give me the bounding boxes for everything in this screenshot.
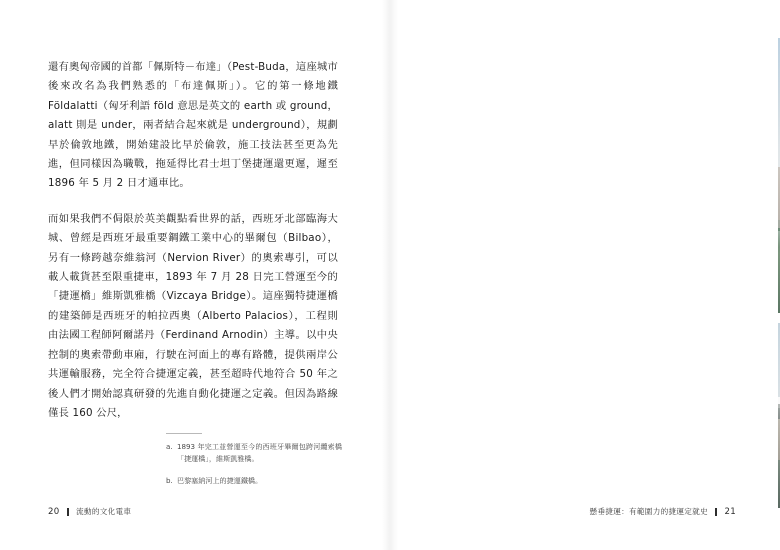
left-page-footer <box>48 506 131 517</box>
footer-bar-icon <box>715 508 718 516</box>
paragraph-1: 還有奧匈帝國的首都「佩斯特－布達」（Pest-Buda，這座城市後來改名為我們熟悉的「布達佩斯」）。它的第一條地鐵 Földalatti（匈牙利語 föld 意思是英文的 earth 或 ground，alatt 則是 under，兩者結合起來就是 underground），規劃早於倫敦地鐵，開始建設比早於倫敦，施工技法甚至更為先進，但同樣因為職戰，拖延得比君士坦丁堡捷運還更遲，遲至 1896 年 5 月 2 日才通車比。 <box>48 61 338 190</box>
footnote-item <box>166 441 342 466</box>
footnote-text: 1893 年完工並營運至今的西班牙畢爾包跨河纜索橋「捷運橋」，維斯凱雅橋。 <box>177 442 342 464</box>
right-page-number: 21 <box>724 506 736 517</box>
footer-bar-icon <box>67 508 70 516</box>
body-text-column <box>48 58 338 439</box>
footnote-marker: a. <box>166 442 173 451</box>
right-page-footer <box>590 506 736 517</box>
footnote-item <box>166 475 342 487</box>
footnote-divider <box>166 433 202 434</box>
footnote-list <box>166 441 342 496</box>
footnote-marker: b. <box>166 475 173 485</box>
left-page-number: 20 <box>48 506 60 517</box>
right-page <box>390 0 780 550</box>
paragraph-2: 而如果我們不侷限於英美觀點看世界的話，西班牙北部臨海大城、曾經是西班牙最重要鋼鐵工業中心的畢爾包（Bilbao），另有一條跨越奈維翁河（Nervion River）的奧索專引，可以載人載貨甚至限重捷車，1893 年 7 月 28 日完工營運至今的「捷運橋」維斯凱雅橋（Vizcaya Bridge）。這座獨特捷運橋的建築師是西班牙的帕拉西奧（Alberto Palacios），工程則由法國工程師阿爾諾丹（Ferdinand Arnodin）主導。以中央控制的奧索帶動車廂，行駛在河面上的專有路體，提供兩岸公共運輸服務，完全符合捷運定義，甚至超時代地符合 50 年之後人們才開始認真研發的先進自動化捷運之定義。但因為路線僅長 160 公尺， <box>48 212 338 419</box>
footer-right-label: 懸垂捷運：有範圍力的捷運定就史 <box>589 507 708 516</box>
footer-left-label: 流動的文化電車 <box>76 507 132 516</box>
footnote-text: 巴黎塞納河上的捷運鐵橋。 <box>177 475 263 485</box>
